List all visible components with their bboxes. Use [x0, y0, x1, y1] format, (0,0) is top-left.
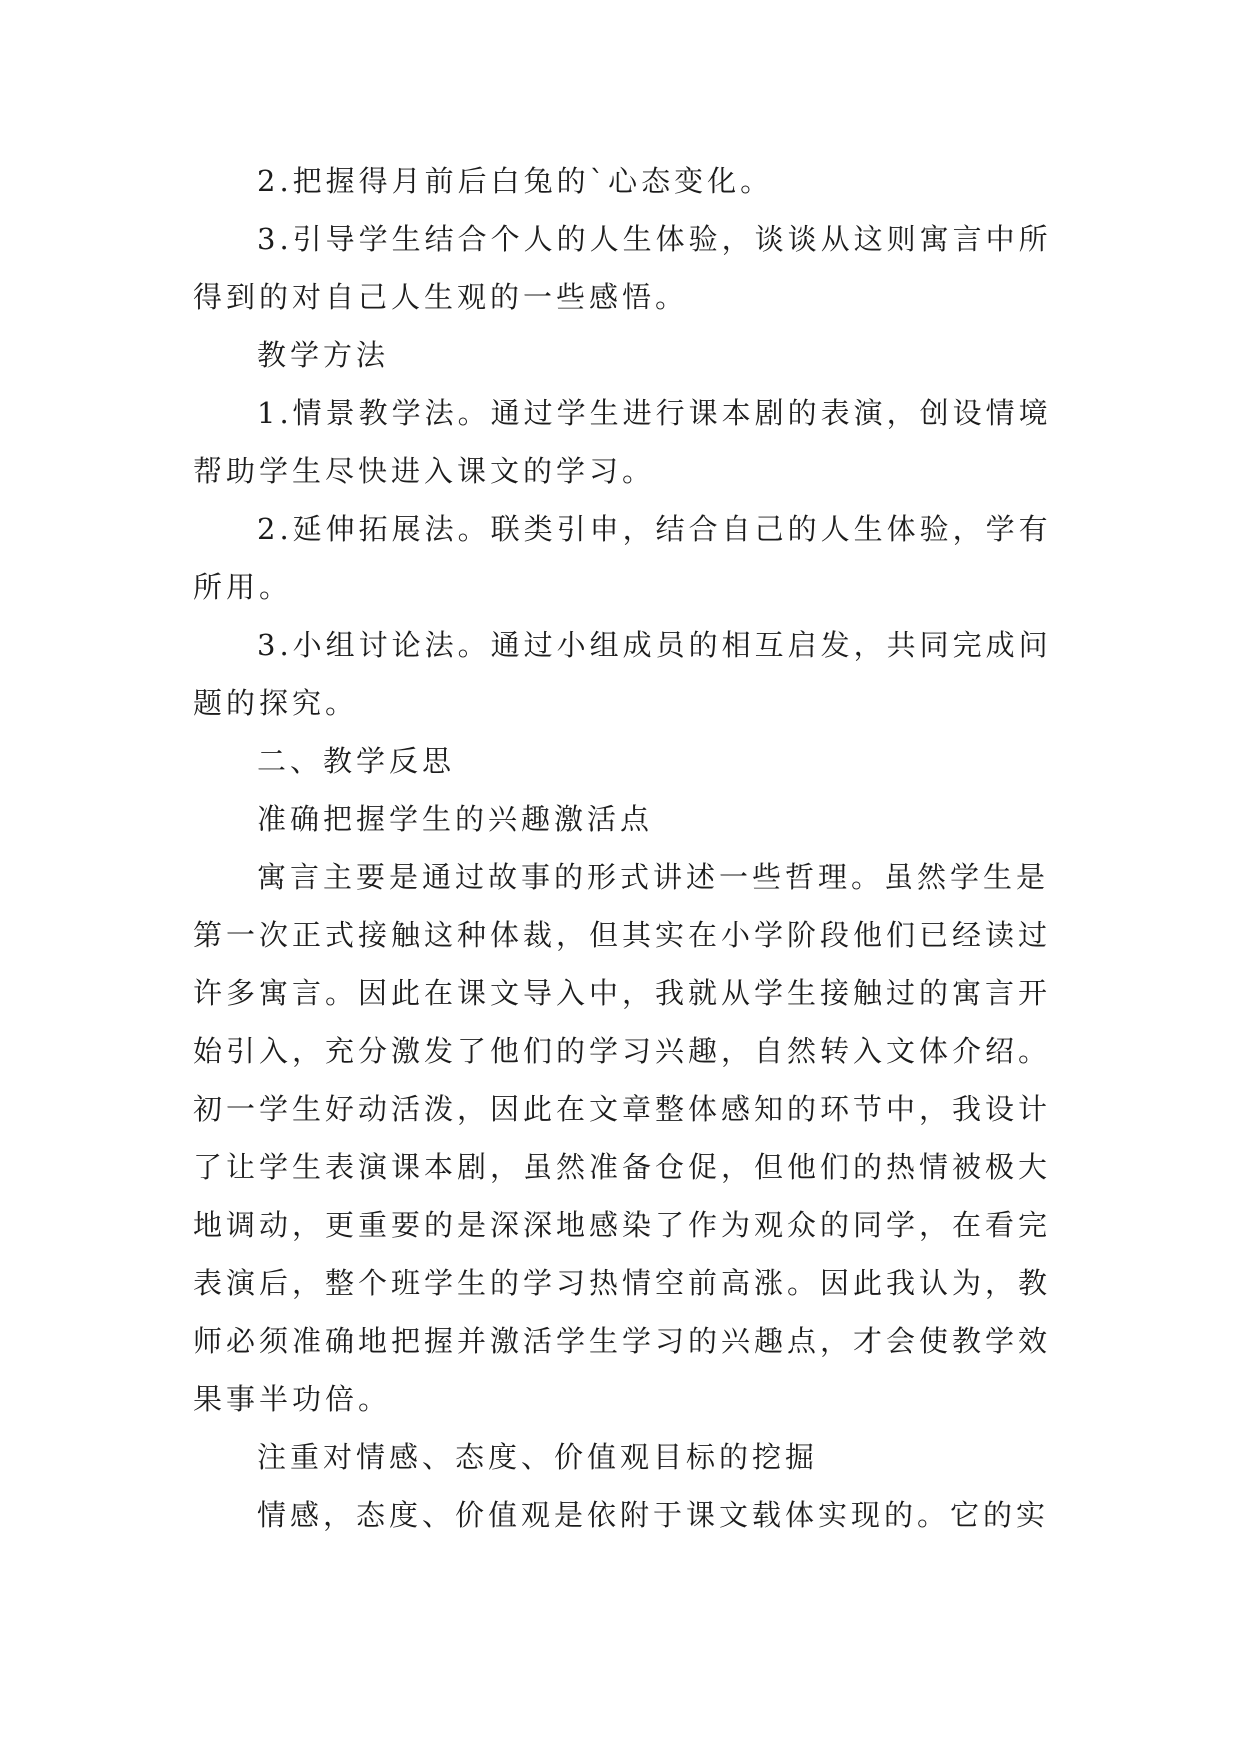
subheading-values-goals: 注重对情感、态度、价值观目标的挖掘	[257, 1440, 819, 1474]
reflection-paragraph-1: 寓言主要是通过故事的形式讲述一些哲理。虽然学生是第一次正式接触这种体裁，但其实在小学阶段他们已经读过许多寓言。因此在课文导入中，我就从学生接触过的寓言开始引入，充分激发了他们的学习兴趣，自然转入文体介绍。初一学生好动活泼，因此在文章整体感知的环节中，我设计了让学生表演课本剧，虽然准备仓促，但他们的热情被极大地调动，更重要的是深深地感染了作为观众的同学，在看完表演后，整个班学生的学习热情空前高涨。因此我认为，教师必须准确地把握并激活学生学习的兴趣点，才会使教学效果事半功倍。	[193, 860, 1052, 1416]
teaching-methods-heading: 教学方法	[257, 338, 390, 372]
objective-3-paragraph: 3.引导学生结合个人的人生体验，谈谈从这则寓言中所得到的对自己人生观的一些感悟。	[193, 222, 1052, 314]
section-2-heading: 二、教学反思	[257, 744, 456, 778]
method-2-paragraph: 2.延伸拓展法。联类引申，结合自己的人生体验，学有所用。	[193, 512, 1052, 604]
objective-2-paragraph: 2.把握得月前后白兔的`心态变化。	[257, 164, 774, 198]
method-1-paragraph: 1.情景教学法。通过学生进行课本剧的表演，创设情境帮助学生尽快进入课文的学习。	[193, 396, 1052, 488]
document-body	[193, 152, 1073, 1544]
method-3-paragraph: 3.小组讨论法。通过小组成员的相互启发，共同完成问题的探究。	[193, 628, 1052, 720]
subheading-interest-points: 准确把握学生的兴趣激活点	[257, 802, 654, 836]
reflection-paragraph-2: 情感，态度、价值观是依附于课文载体实现的。它的实	[257, 1498, 1050, 1532]
